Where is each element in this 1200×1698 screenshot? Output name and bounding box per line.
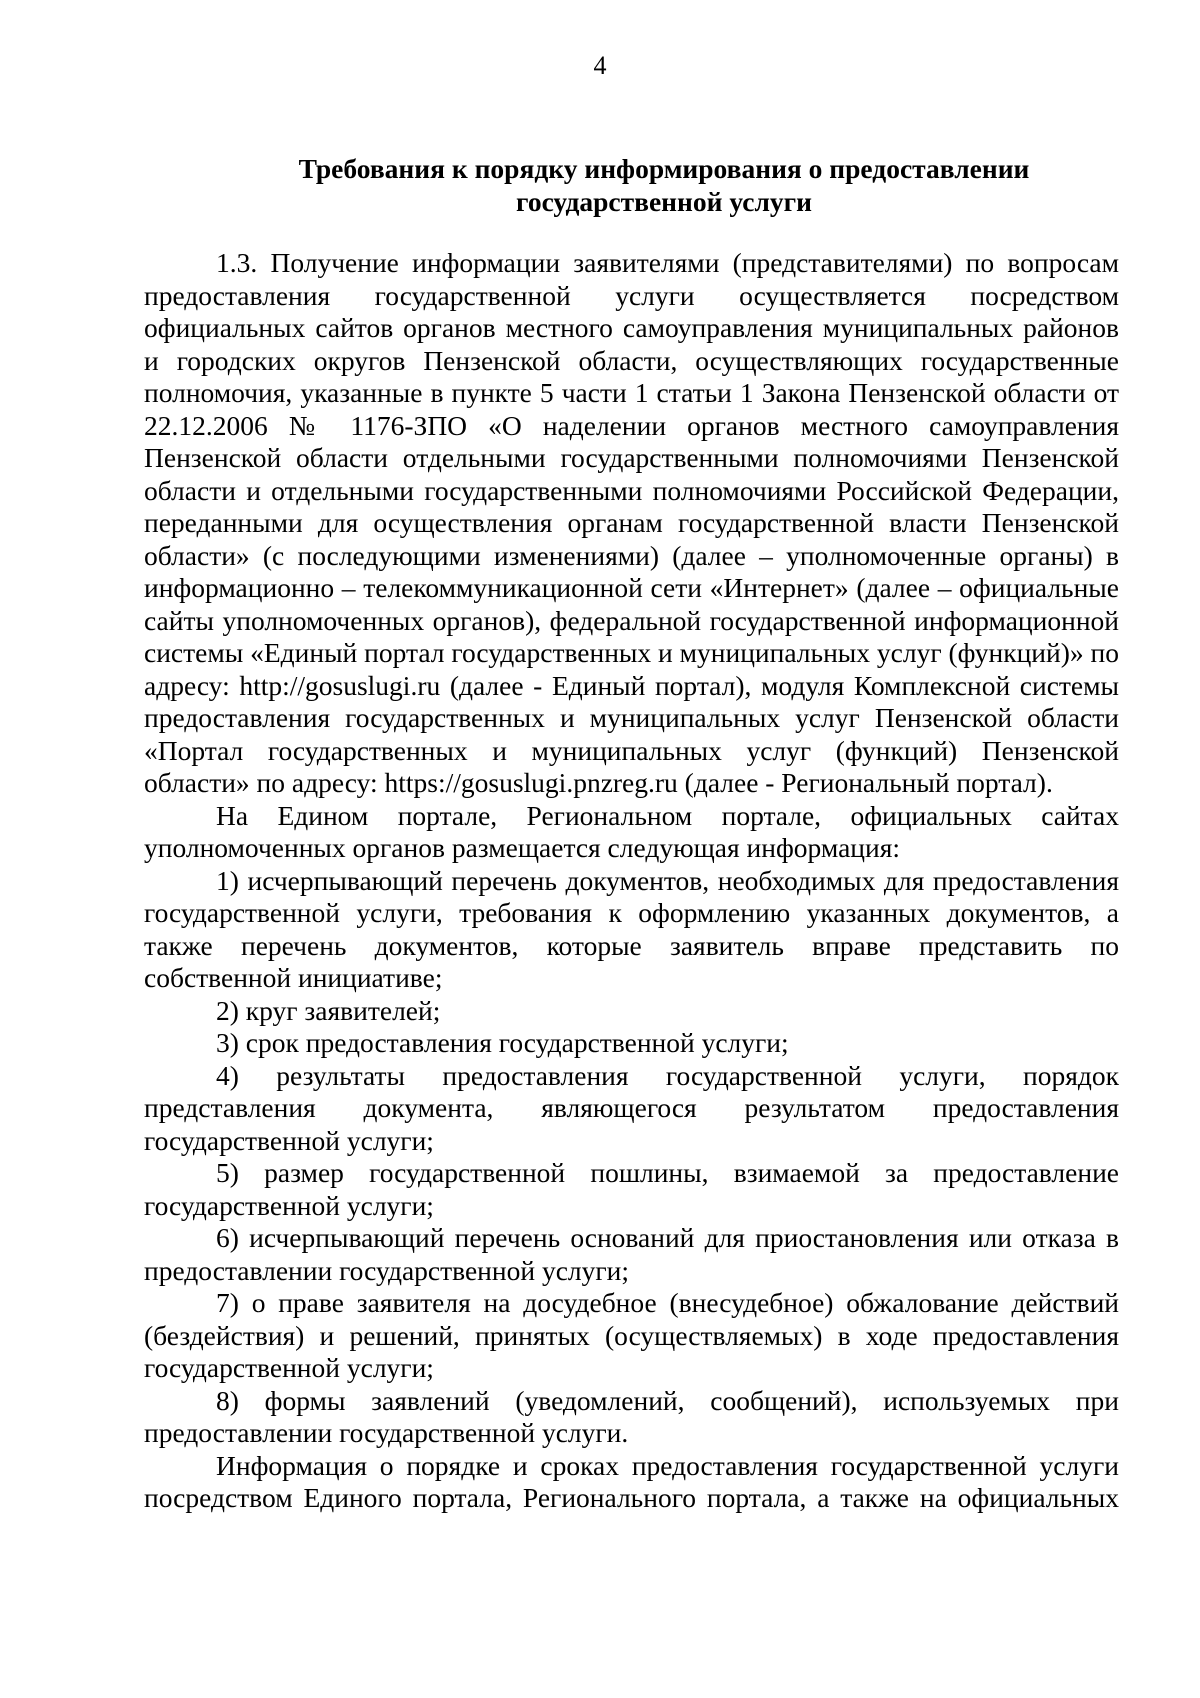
list-item-7: 7) о праве заявителя на досудебное (внесудебное) обжалование действий (бездействия) и решений, принятых (осуществляемых) в ходе предоставления государственной услуги;	[144, 1287, 1119, 1383]
list-item-1: 1) исчерпывающий перечень документов, необходимых для предоставления государственной услуги, требования к оформлению указанных документов, а также перечень документов, которые заявитель вправе представить по собственной инициативе;	[144, 864, 1119, 993]
list-item-6: 6) исчерпывающий перечень оснований для приостановления или отказа в предоставлении государственной услуги;	[144, 1222, 1119, 1286]
paragraph-info-intro: На Едином портале, Региональном портале, официальных сайтах уполномоченных органов размещается следующая информация:	[144, 799, 1119, 863]
list-item-3: 3) срок предоставления государственной услуги;	[216, 1027, 789, 1058]
paragraph-1-3: 1.3. Получение информации заявителями (представителями) по вопросам предоставления государственной услуги осуществляется посредством официальных сайтов органов местного самоуправления муниципальных районов и городских округов Пензенской области, осуществляющих государственные полномочия, указанные в пункте 5 части 1 статьи 1 Закона Пензенской области от 22.12.2006 № 1176-ЗПО «О наделении органов местного самоуправления Пензенской области отдельными государственными полномочиями Пензенской области и отдельными государственными полномочиями Российской Федерации, переданными для осуществления органам государственной власти Пензенской области» (с последующими изменениями) (далее – уполномоченные органы) в информационно – телекоммуникационной сети «Интернет» (далее – официальные сайты уполномоченных органов), федеральной государственной информационной системы «Единый портал государственных и муниципальных услуг (функций)» по адресу: http://gosuslugi.ru (далее - Единый портал), модуля Комплексной системы предоставления государственных и муниципальных услуг Пензенской области «Портал государственных и муниципальных услуг (функций) Пензенской области» по адресу: https://gosuslugi.pnzreg.ru (далее - Региональный портал).	[144, 247, 1119, 798]
list-item-2: 2) круг заявителей;	[216, 994, 441, 1026]
paragraph-info-order: Информация о порядке и сроках предоставления государственной услуги посредством Единого портала, Регионального портала, а также на официальных	[144, 1449, 1119, 1513]
section-heading-line-1: Требования к порядку информирования о предоставлении	[298, 153, 1030, 184]
list-item-8: 8) формы заявлений (уведомлений, сообщений), используемых при предоставлении государственной услуги.	[144, 1384, 1119, 1448]
list-item-4: 4) результаты предоставления государственной услуги, порядок представления документа, являющегося результатом предоставления государственной услуги;	[144, 1059, 1119, 1156]
list-item-5: 5) размер государственной пошлины, взимаемой за предоставление государственной услуги;	[144, 1157, 1119, 1221]
section-heading-line-2: государственной услуги	[516, 186, 812, 217]
section-heading	[200, 152, 1128, 218]
document-body	[144, 247, 1119, 1515]
page-number: 4	[593, 51, 607, 80]
